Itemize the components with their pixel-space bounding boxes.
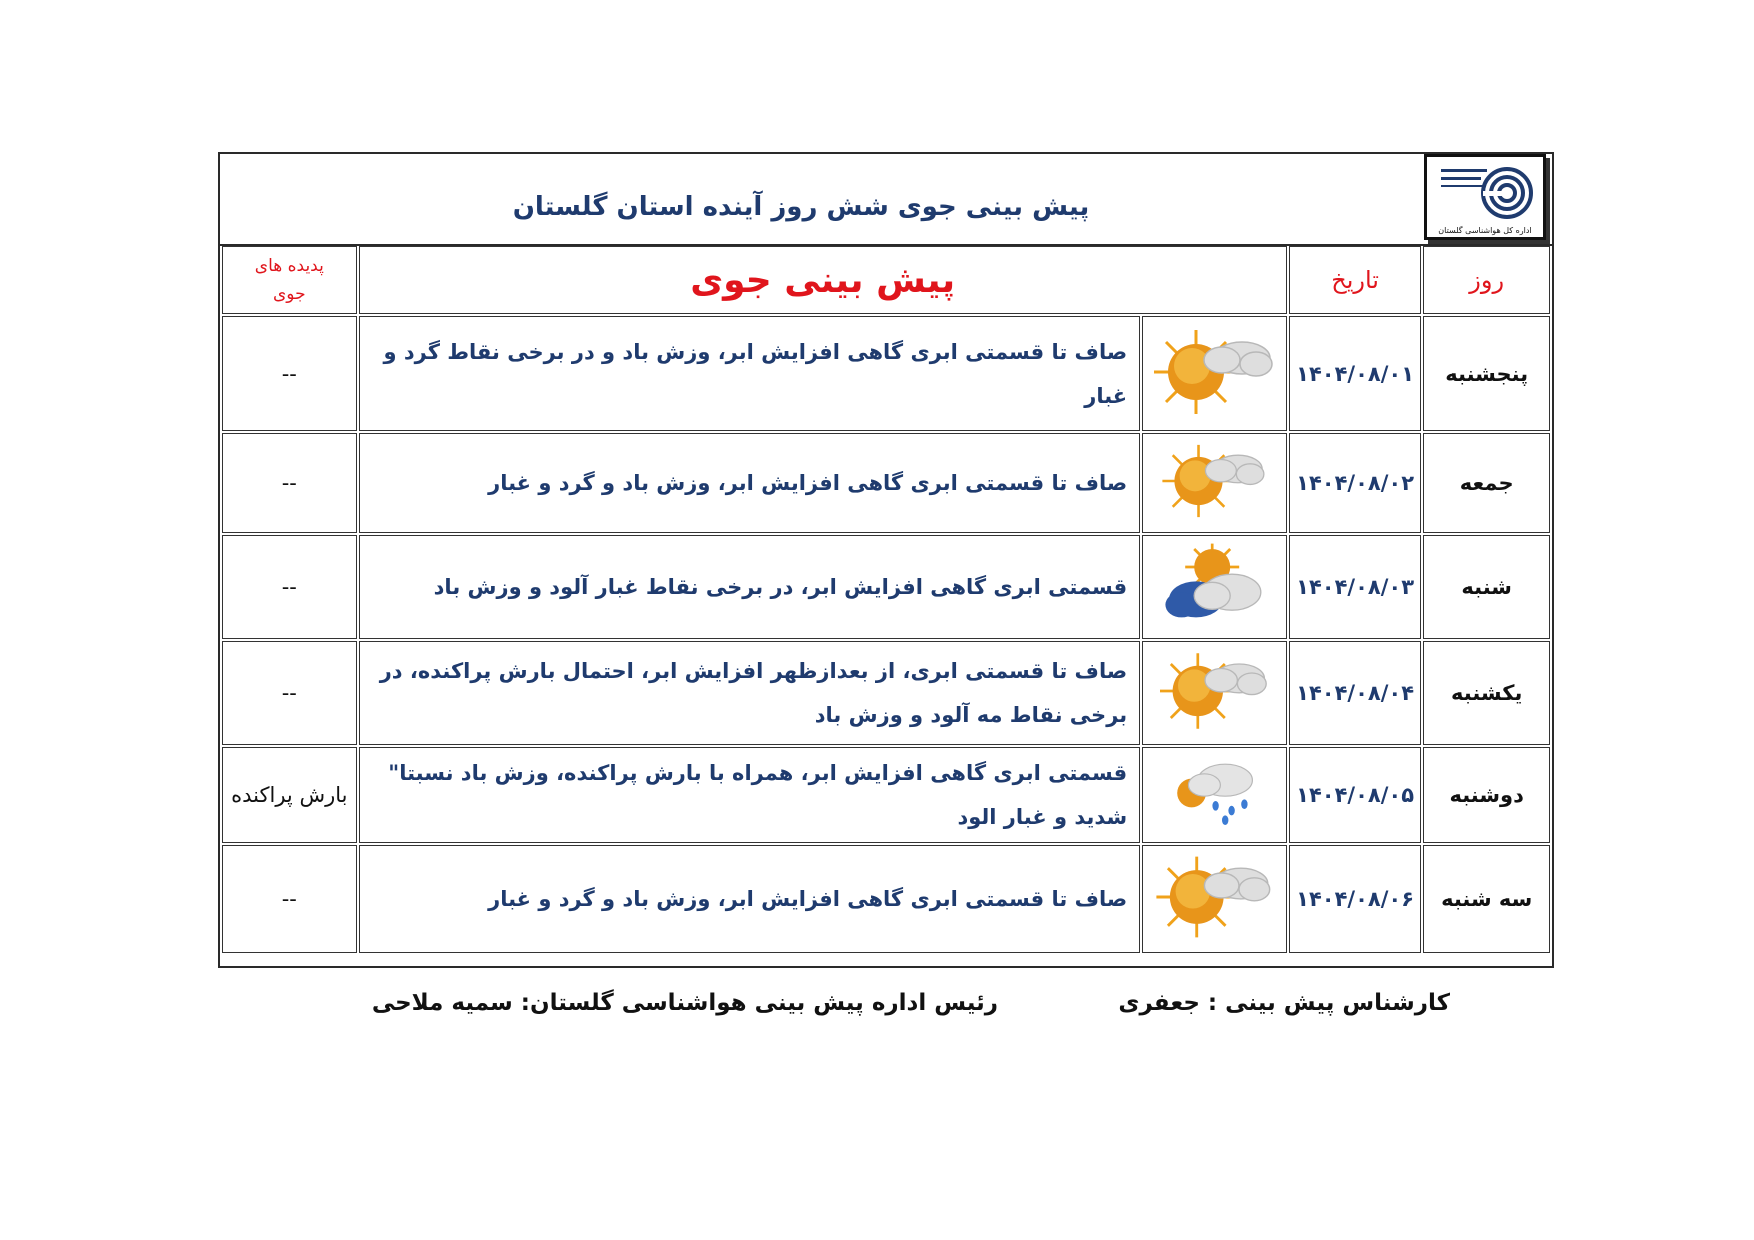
forecast-cell: قسمتی ابری گاهی افزایش ابر، همراه با بارش پراکنده، وزش باد نسبتا" شدید و غبار الود [359,747,1141,843]
forecast-cell: صاف تا قسمتی ابری گاهی افزایش ابر، وزش باد و در برخی نقاط گرد و غبار [359,316,1141,431]
day-cell: سه شنبه [1423,845,1550,953]
logo-caption: اداره کل هواشناسی گلستان [1438,226,1532,235]
forecast-cell: صاف تا قسمتی ابری، از بعدازظهر افزایش ابر، احتمال بارش پراکنده، در برخی نقاط مه آلود و وزش باد [359,641,1141,745]
day-cell: یکشنبه [1423,641,1550,745]
rain-cloud-icon [1159,753,1269,833]
forecast-cell: صاف تا قسمتی ابری گاهی افزایش ابر، وزش باد و گرد و غبار [359,433,1141,533]
forecaster-name: کارشناس پیش بینی : جعفری [1118,990,1450,1016]
date-cell: ۱۴۰۴/۰۸/۰۶ [1289,845,1422,953]
table-row [222,747,1550,843]
header-hazard-line2: جوی [273,284,306,304]
logo-emblem-icon [1427,157,1543,223]
title-row [220,154,1552,246]
weather-icon-cell [1142,845,1287,953]
hazard-cell: -- [222,433,357,533]
table-header-row [222,246,1550,314]
hazard-cell: -- [222,641,357,745]
weather-icon-cell [1142,535,1287,639]
table-row [222,535,1550,639]
header-day: روز [1423,246,1550,314]
day-cell: دوشنبه [1423,747,1550,843]
date-cell: ۱۴۰۴/۰۸/۰۱ [1289,316,1422,431]
forecast-cell: صاف تا قسمتی ابری گاهی افزایش ابر، وزش باد و گرد و غبار [359,845,1141,953]
day-cell: جمعه [1423,433,1550,533]
forecast-cell: قسمتی ابری گاهی افزایش ابر، در برخی نقاط غبار آلود و وزش باد [359,535,1141,639]
weather-icon-cell [1142,747,1287,843]
date-cell: ۱۴۰۴/۰۸/۰۴ [1289,641,1422,745]
hazard-cell: بارش پراکنده [222,747,357,843]
hazard-cell: -- [222,535,357,639]
date-cell: ۱۴۰۴/۰۸/۰۵ [1289,747,1422,843]
date-cell: ۱۴۰۴/۰۸/۰۳ [1289,535,1422,639]
sun-cloud-icon [1154,438,1274,524]
weather-icon-cell [1142,316,1287,431]
header-forecast: پیش بینی جوی [359,246,1287,314]
hazard-cell: -- [222,316,357,431]
date-cell: ۱۴۰۴/۰۸/۰۲ [1289,433,1422,533]
table-row [222,641,1550,745]
table-row [222,845,1550,953]
partly-cloudy-icon [1154,540,1274,630]
day-cell: پنجشنبه [1423,316,1550,431]
sun-cloud-icon [1154,849,1274,945]
department-head-name: رئیس اداره پیش بینی هواشناسی گلستان: سمیه ملاحی [371,990,998,1016]
sun-cloud-icon [1154,322,1274,422]
forecast-sheet [218,152,1554,968]
forecast-table [220,244,1552,955]
table-row [222,316,1550,431]
day-cell: شنبه [1423,535,1550,639]
weather-icon-cell [1142,641,1287,745]
page-title: پیش بینی جوی شش روز آینده استان گلستان [512,192,1090,222]
header-hazard-line1: پدیده های [254,256,324,276]
meteorology-logo [1424,154,1546,240]
weather-icon-cell [1142,433,1287,533]
sun-cloud-icon [1154,646,1274,736]
hazard-cell: -- [222,845,357,953]
header-date: تاریخ [1289,246,1422,314]
table-row [222,433,1550,533]
header-hazard [222,246,357,314]
